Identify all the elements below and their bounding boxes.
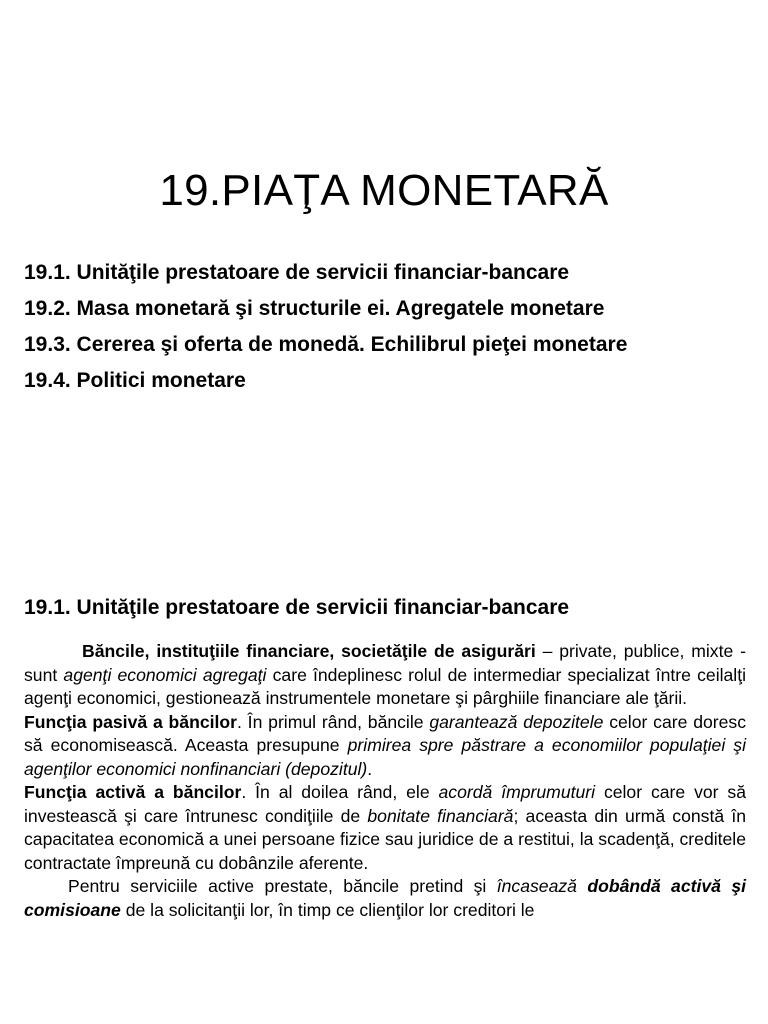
- paragraph-emphasis: acordă împrumuturi: [438, 782, 596, 802]
- paragraph-lead: Băncile, instituţiile financiare, societăţile de asigurări: [82, 641, 536, 661]
- paragraph-text: Pentru serviciile active prestate, băncile pretind şi: [68, 876, 497, 896]
- paragraph-active-services: [24, 875, 746, 922]
- paragraph-active-function: [24, 781, 746, 875]
- paragraph-lead: Funcţia activă a băncilor: [24, 782, 242, 802]
- paragraph-passive-function: [24, 711, 746, 782]
- paragraph-text: .: [367, 758, 373, 779]
- section-heading: 19.1. Unităţile prestatoare de servicii financiar-bancare: [24, 596, 570, 619]
- paragraph-text: celor care vor să investească şi care întrunesc condiţiile de: [24, 782, 746, 826]
- paragraph-text: . În al doilea rând, ele: [241, 782, 439, 802]
- paragraph-text: celor care doresc să economisească. Aceasta presupune: [24, 711, 746, 755]
- paragraph-text: [577, 876, 587, 896]
- paragraph-emphasis: primirea spre păstrare a economiilor populaţiei şi agenţilor economici nonfinanciari (depozitul): [24, 735, 746, 779]
- paragraph-text: ; aceasta din urmă constă în capacitatea economică a unei persoane fizice sau juridice de a restitui, la scadenţă, creditele contractate împreună cu dobânzile aferente.: [24, 805, 746, 873]
- paragraph-text: de la solicitanţii lor, în timp ce clienţilor lor creditori le: [120, 899, 535, 920]
- section-body: [24, 640, 746, 922]
- toc-item-19-4: 19.4. Politici monetare: [24, 369, 246, 392]
- paragraph-text: . În primul rând, băncile: [236, 711, 430, 732]
- paragraph-emphasis: bonitate financiară: [367, 805, 514, 826]
- paragraph-emphasis: garantează depozitele: [429, 711, 604, 732]
- paragraph-institutions: [24, 640, 746, 711]
- paragraph-lead: Funcţia pasivă a băncilor: [24, 711, 237, 732]
- toc-item-19-2: 19.2. Masa monetară şi structurile ei. Agregatele monetare: [24, 297, 605, 320]
- toc-item-19-3: 19.3. Cererea şi oferta de monedă. Echilibrul pieţei monetare: [24, 333, 628, 356]
- paragraph-emphasis: agenţi economici agregaţi: [63, 664, 267, 685]
- toc-item-19-1: 19.1. Unităţile prestatoare de servicii financiar-bancare: [24, 261, 570, 284]
- page-title: 19.PIAŢA MONETARĂ: [159, 166, 609, 215]
- paragraph-text: – private, publice, mixte - sunt: [24, 641, 746, 685]
- table-of-contents: [24, 258, 714, 402]
- paragraph-text: care îndeplinesc rolul de intermediar specializat între ceilalţi agenţi economici, gestionează instrumentele monetare şi pârghiile financiare ale ţării.: [24, 664, 747, 708]
- paragraph-emphasis: dobândă activă şi comisioane: [24, 876, 747, 920]
- paragraph-emphasis: încasează: [496, 876, 577, 896]
